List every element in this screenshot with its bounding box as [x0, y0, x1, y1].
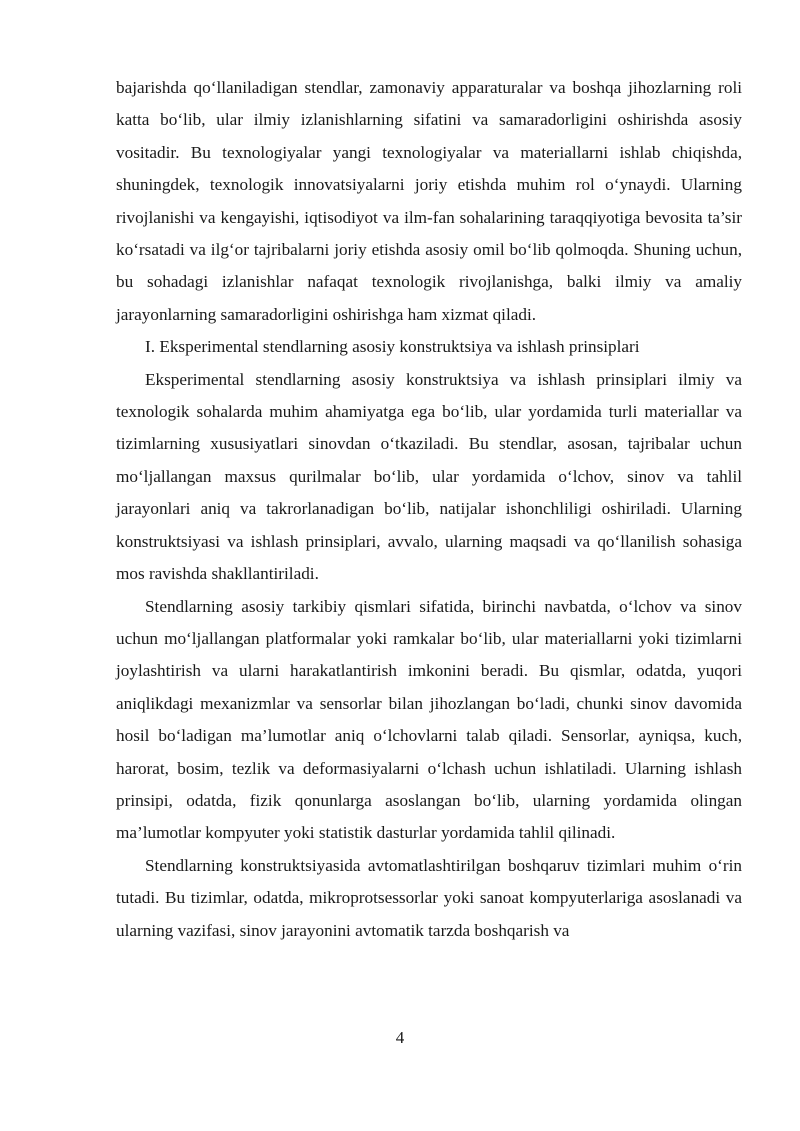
paragraph-control-systems: Stendlarning konstruktsiyasida avtomatlashtirilgan boshqaruv tizimlari muhim o‘rin tutadi. Bu tizimlar, odatda, mikroprotsessorlar yoki sanoat kompyuterlariga asoslanadi va ularning vazifasi, sinov jarayonini avtomatik tarzda boshqarish va: [116, 855, 742, 940]
section-heading: I. Eksperimental stendlarning asosiy konstruktsiya va ishlash prinsiplari: [145, 337, 640, 357]
paragraph-stend-principles: Eksperimental stendlarning asosiy konstruktsiya va ishlash prinsiplari ilmiy va texnologik sohalarda muhim ahamiyatga ega bo‘lib, ular yordamida turli materiallar va tizimlarning xususiyatlari sinovdan o‘tkaziladi. Bu stendlar, asosan, tajribalar uchun mo‘ljallangan maxsus qurilmalar bo‘lib, ular yordamida o‘lchov, sinov va tahlil jarayonlari aniq va takrorlanadigan bo‘lib, natijalar ishonchliligi oshiriladi. Ularning konstruktsiyasi va ishlash prinsiplari, avvalo, ularning maqsadi va qo‘llanilish sohasiga mos ravishda shakllantiriladi.: [116, 369, 742, 584]
paragraph-stend-components: Stendlarning asosiy tarkibiy qismlari sifatida, birinchi navbatda, o‘lchov va sinov uchun mo‘ljallangan platformalar yoki ramkalar bo‘lib, ular materiallarni yoki tizimlarni joylashtirish va ularni harakatlantirish imkonini beradi. Bu qismlar, odatda, yuqori aniqlikdagi mexanizmlar va sensorlar bilan jihozlangan bo‘ladi, chunki sinov davomida hosil bo‘ladigan ma’lumotlar aniq o‘lchovlarni talab qiladi. Sensorlar, ayniqsa, kuch, harorat, bosim, tezlik va deformasiyalarni o‘lchash uchun ishlatiladi. Ularning ishlash prinsipi, odatda, fizik qonunlarga asoslangan bo‘lib, ularning yordamida olingan ma’lumotlar kompyuter yoki statistik dasturlar yordamida tahlil qilinadi.: [116, 596, 742, 843]
paragraph-intro-continuation: bajarishda qo‘llaniladigan stendlar, zamonaviy apparaturalar va boshqa jihozlarning roli katta bo‘lib, ular ilmiy izlanishlarning sifatini va samaradorligini oshirishda asosiy vositadir. Bu texnologiyalar yangi texnologiyalar va materiallarni ishlab chiqishda, shuningdek, texnologik innovatsiyalarni joriy etishda muhim rol o‘ynaydi. Ularning rivojlanishi va kengayishi, iqtisodiyot va ilm-fan sohalarining taraqqiyotiga bevosita ta’sir ko‘rsatadi va ilg‘or tajribalarni joriy etishda asosiy omil bo‘lib qolmoqda. Shuning uchun, bu sohadagi izlanishlar nafaqat texnologik rivojlanishga, balki ilmiy va amaliy jarayonlarning samaradorligini oshirishga ham xizmat qiladi.: [116, 78, 742, 324]
page-body: [116, 72, 742, 947]
page-number: 4: [395, 1028, 405, 1047]
